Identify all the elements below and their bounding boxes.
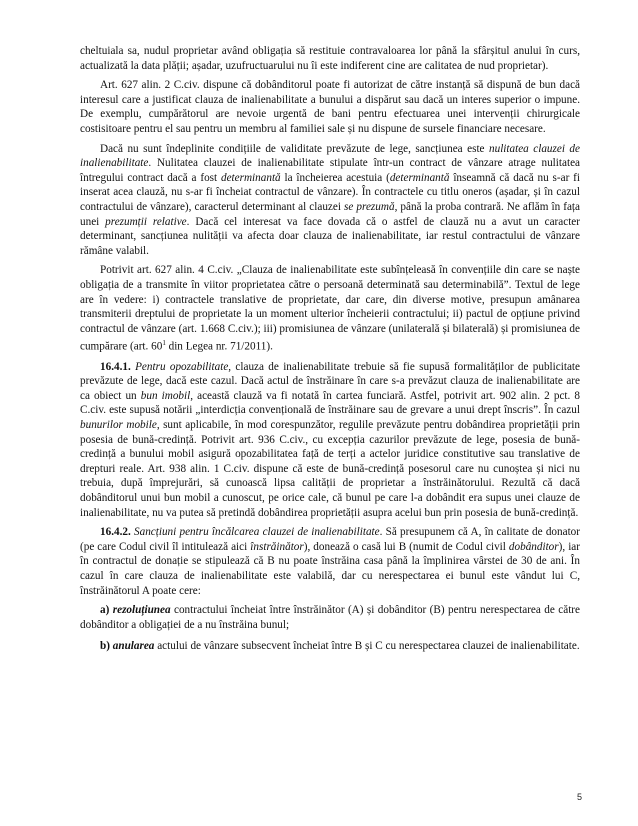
option-a-rezolutiunea <box>80 603 580 632</box>
emphasis-term: se prezumă <box>344 200 395 213</box>
section-title: Pentru opozabilitate <box>135 360 229 373</box>
emphasis-term: prezumții relative <box>105 215 187 228</box>
text-run: ), donează o casă lui B (numit de Codul civil <box>303 540 509 553</box>
emphasis-term: bun imobil <box>140 389 191 402</box>
paragraph-text: cheltuiala sa, nudul proprietar având obligația să restituie contravaloarea lor până la sfârșitul anului în curs, actualizată la data plății; așadar, uzufructuarului nu îi este indiferent cine are calitatea de nud proprietar). <box>80 45 580 72</box>
text-run: din Legea nr. 71/2011). <box>165 341 273 354</box>
paragraph-art-627-alin-4 <box>80 263 580 354</box>
emphasis-term: determinantă <box>220 171 281 184</box>
paragraph-continuation <box>80 44 580 73</box>
option-term: rezoluțiunea <box>112 604 171 617</box>
text-run: , clauza de inalienabilitate trebuie să fie supusă formalităților de publicitate prevăzute de lege, dacă este cazul. Dacă actul de înstrăinare în care s-a prevăzut clauza de inalienabilitate are ca obiect un <box>80 360 580 402</box>
section-number: 16.4.1. <box>100 360 131 373</box>
text-run: , sunt aplicabile, în mod corespunzător, regulile prevăzute pentru dobândirea proprietății prin posesia de bună-credință. Potrivit art. 936 C.civ., cu excepția cazurilor prevăzute de lege, posesia de bună-credință a bunului mobil asigură opozabilitatea față de terți a actelor juridice constitutive sau translative de drepturi reale. Art. 938 alin. 1 C.civ. dispune că este de bună-credință posesorul care nu cunoștea și nici nu trebuia, după împrejurări, să cunoască lipsa calității de proprietar a înstrăinătorului. Rezultă că dacă dobânditorul unui bun mobil a cunoscut, pe orice cale, că bunul pe care l-a dobândit era supus unei clauze de inalienabilitate, nu va putea să pretindă dobândirea proprietății asupra acelui bun prin posesia de bună-credință. <box>80 418 581 519</box>
text-run: Dacă nu sunt îndeplinite condițiile de validitate prevăzute de lege, sancțiunea este <box>100 142 489 155</box>
paragraph-nullity <box>80 142 580 259</box>
section-number: 16.4.2. <box>100 526 131 539</box>
text-run: . Dacă cel interesat va face dovada că o astfel de clauză nu a avut un caracter determinant, sancțiunea nulității va afecta doar clauza de inalienabilitate, iar restul contractului de vânzare rămâne valabil. <box>80 215 580 257</box>
section-16-4-2 <box>80 525 580 598</box>
option-letter: b) <box>100 640 110 653</box>
option-text: contractului încheiat între înstrăinător (A) și dobânditor (B) pentru nerespectarea de către dobânditor a obligației de a nu înstrăina bunul; <box>80 604 580 631</box>
text-run: înseamnă că dacă nu s-ar fi inserat acea clauză, nu s-ar fi încheiat contractul de vânzare). În contractele cu titlu oneros (așadar, și în cazul contractului de vânzare), caracterul determinant al clauzei <box>80 171 580 213</box>
option-term: anularea <box>112 640 155 653</box>
text-run: ), iar în contractul de donație se stipulează că B nu poate înstrăina casa până la împlinirea vârstei de 30 de ani. În cazul în care clauza de inalienabilitate este valabilă, dar cu nerespectarea ei bunul este vândut lui C, înstrăinătorul A poate cere: <box>80 540 580 597</box>
option-letter: a) <box>100 604 110 617</box>
text-run: la încheierea acestuia ( <box>280 171 390 184</box>
text-run: , această clauză va fi notată în cartea funciară. Astfel, potrivit art. 902 alin. 2 pct. 8 C.civ. este supusă notării „interdicția convențională de înstrăinare sau de grevare a unui drept înscris”. În cazul <box>80 389 580 417</box>
option-b-anularea <box>80 639 580 654</box>
emphasis-term: nulitatea clauzei de inalienabilitate <box>80 142 580 170</box>
paragraph-art-627-alin-2 <box>80 78 580 136</box>
superscript: 1 <box>162 339 166 348</box>
emphasis-term: bunurilor mobile <box>80 418 157 431</box>
section-title: Sancțiuni pentru încălcarea clauzei de inalienabilitate <box>134 526 380 539</box>
page-number: 5 <box>576 792 582 802</box>
emphasis-term: înstrăinător <box>250 540 304 553</box>
emphasis-term: dobânditor <box>508 540 559 553</box>
paragraph-text: Art. 627 alin. 2 C.civ. dispune că dobânditorul poate fi autorizat de către instanță să dispună de bun dacă interesul care a justificat clauza de inalienabilitate a bunului a dispărut sau dacă un interes superior o impune. De exemplu, cumpărătorul are nevoie urgentă de bani pentru efectuarea unei intervenții chirurgicale costisitoare pentru el sau pentru un membru al familiei sale și nu dispune de sursele financiare necesare. <box>80 79 580 135</box>
text-run: . Să presupunem că A, în calitate de donator (pe care Codul civil îl intitulează aici <box>80 526 580 553</box>
option-text: actului de vânzare subsecvent încheiat între B și C cu nerespectarea clauzei de inalienabilitate. <box>154 640 580 653</box>
text-run: . Nulitatea clauzei de inalienabilitate stipulate într-un contract de vânzare atrage nulitatea întregului contract dacă a fost <box>80 157 580 184</box>
section-16-4-1 <box>80 360 580 521</box>
emphasis-term: determinantă <box>389 171 450 184</box>
text-run: , până la proba contrară. Ne aflăm în fața unei <box>80 200 580 228</box>
text-run: Potrivit art. 627 alin. 4 C.civ. „Clauza de inalienabilitate este subînțeleasă în convențiile din care se naște obligația de a transmite în viitor proprietatea către o persoană determinată sau determinabilă”. Textul de lege are în vedere: i) contractele translative de proprietate, dar care, din diverse motive, presupun amânarea transmiterii dreptului de proprietate la un moment ulterior încheierii contractului; ii) pactul de opțiune privind contractul de vânzare (art. 1.668 C.civ.); iii) promisiunea de vânzare (unilaterală și bilaterală) și promisiunea de cumpărare (art. 60 <box>80 264 580 354</box>
